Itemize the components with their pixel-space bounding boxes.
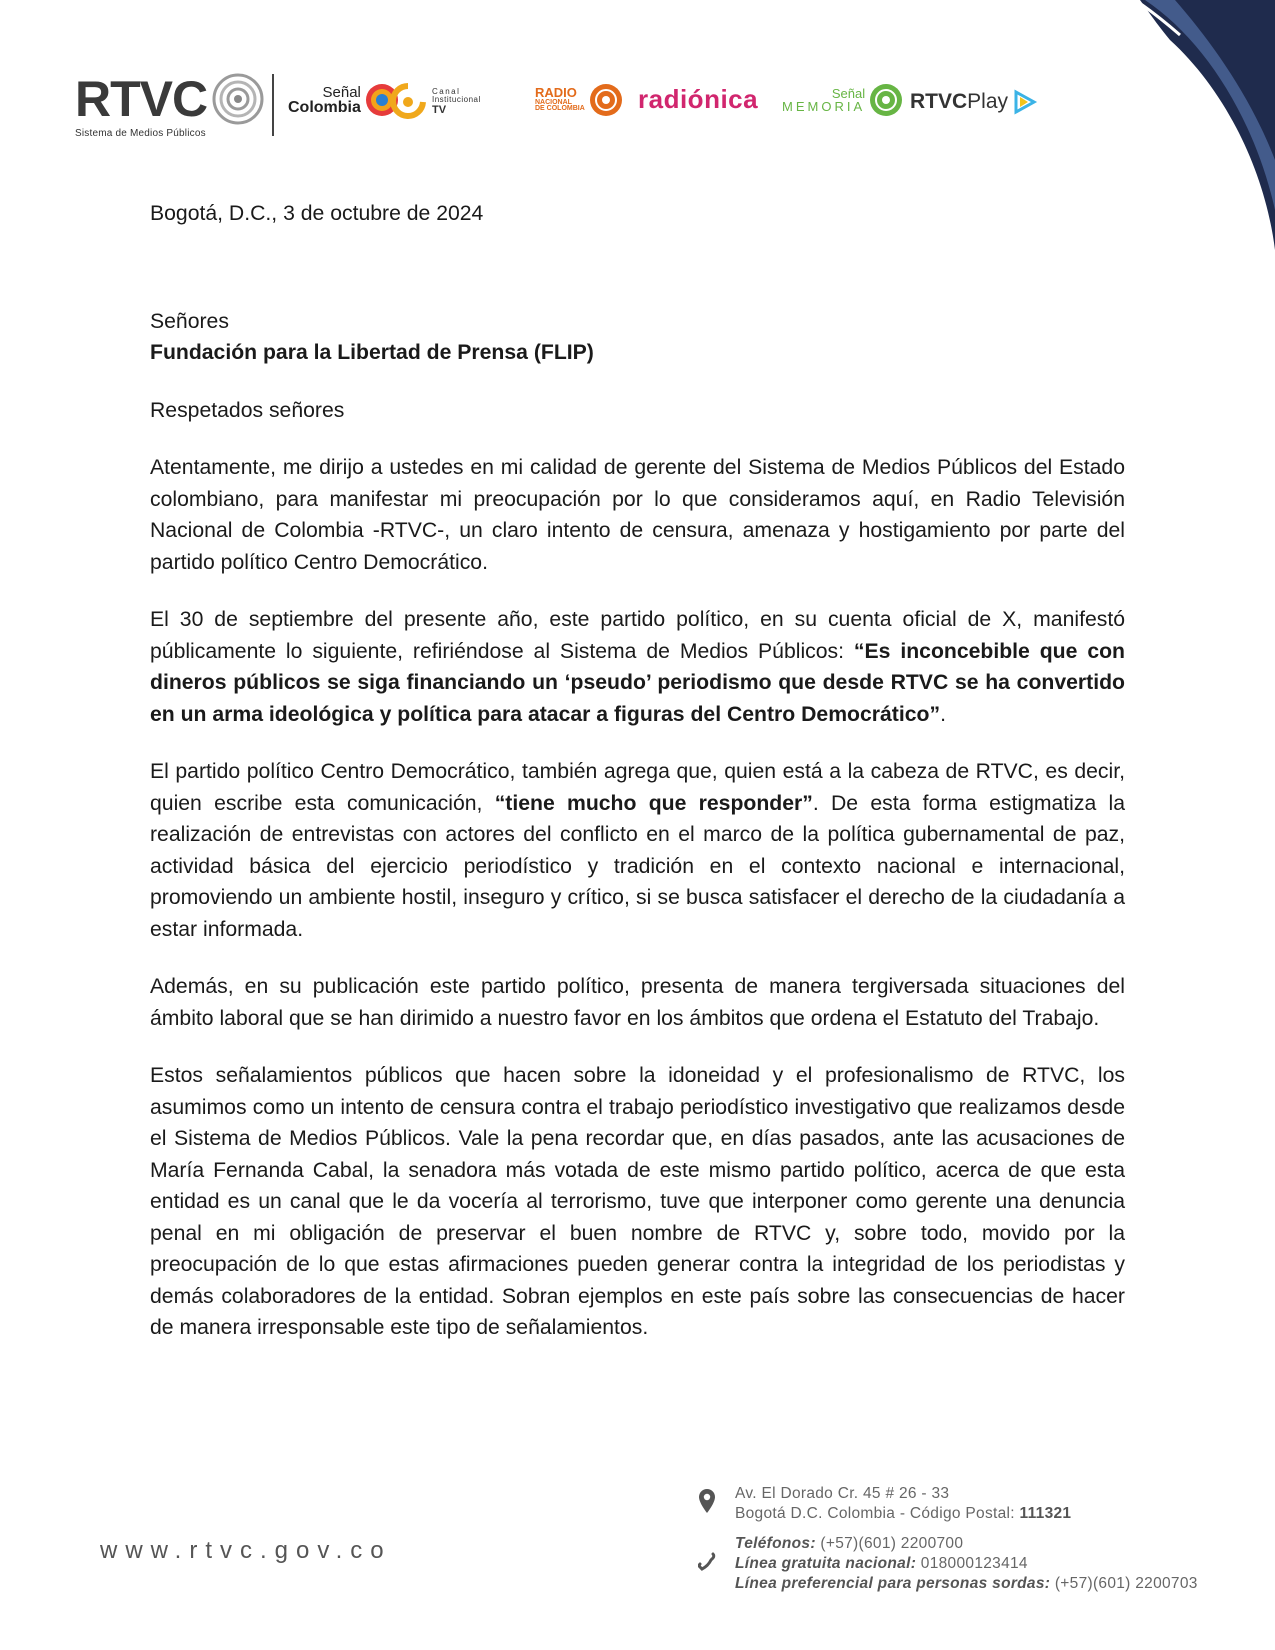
postal-code: 111321 bbox=[1019, 1505, 1072, 1522]
address-line2: Bogotá D.C. Colombia - Código Postal: bbox=[735, 1505, 1020, 1522]
deaf-line-value: (+57)(601) 2200703 bbox=[1050, 1575, 1198, 1592]
canal-institucional-icon bbox=[390, 82, 426, 122]
senal-colombia-logo bbox=[288, 82, 400, 118]
play-triangle-icon bbox=[1010, 88, 1038, 116]
paragraph-3 bbox=[150, 756, 1125, 945]
canal-line1: Canal bbox=[432, 86, 461, 96]
radionica-logo bbox=[638, 84, 758, 115]
radio-line1: RADIO bbox=[535, 85, 577, 101]
radio-nacional-swirl-icon bbox=[588, 82, 624, 118]
radio-nacional-logo bbox=[535, 82, 624, 118]
website-link[interactable]: www.rtvc.gov.co bbox=[100, 1537, 392, 1564]
logo-header bbox=[70, 68, 1070, 138]
footer-phones bbox=[735, 1534, 1198, 1594]
phones-label: Teléfonos: bbox=[735, 1535, 816, 1552]
deaf-line-label: Línea preferencial para personas sordas: bbox=[735, 1575, 1051, 1592]
phones-value: (+57)(601) 2200700 bbox=[815, 1535, 964, 1552]
letter-body bbox=[150, 198, 1125, 1370]
rtvc-logo-text: RTVC bbox=[75, 71, 208, 127]
paragraph-2-start: El 30 de septiembre del presente año, este partido político, en su cuenta oficial de X, manifestó públicamente lo siguiente, refiriéndose al Sistema de Medios Públicos: bbox=[150, 608, 1125, 663]
rtvc-subtitle: Sistema de Medios Públicos bbox=[75, 128, 206, 139]
canal-line3: TV bbox=[432, 103, 447, 116]
radio-line2: NACIONAL bbox=[535, 98, 572, 106]
canal-line2: Institucional bbox=[432, 95, 481, 105]
rtvc-play-bold: RTVC bbox=[910, 90, 968, 113]
recipient-name: Fundación para la Libertad de Prensa (FLIP) bbox=[150, 341, 594, 364]
rtvc-swirl-icon bbox=[211, 72, 265, 126]
rtvc-logo bbox=[75, 72, 265, 139]
memoria-line2: MEMORIA bbox=[782, 99, 866, 114]
toll-free-label: Línea gratuita nacional: bbox=[735, 1555, 917, 1572]
senal-colombia-line2: Colombia bbox=[288, 98, 361, 116]
address-line1: Av. El Dorado Cr. 45 # 26 - 33 bbox=[735, 1485, 950, 1502]
footer-address bbox=[735, 1484, 1071, 1524]
paragraph-3-end: . De esta forma estigmatiza la realización de entrevistas con actores del conflicto en el marco de la política gubernamental de paz, actividad básica del ejercicio periodístico y tradición en el contexto nacional e internacional, promoviendo un ambiente hostil, inseguro y crítico, si se busca satisfacer el derecho de la ciudadanía a estar informada. bbox=[150, 791, 1126, 941]
location-pin-icon bbox=[698, 1488, 716, 1514]
paragraph-1: Atentamente, me dirijo a ustedes en mi calidad de gerente del Sistema de Medios Públicos del Estado colombiano, para manifestar mi preocupación por lo que consideramos aquí, en Radio Televisión Nacional de Colombia -RTVC-, un claro intento de censura, amenaza y hostigamiento por parte del partido político Centro Democrático. bbox=[150, 456, 1125, 574]
greeting: Respetados señores bbox=[150, 398, 345, 422]
senal-memoria-logo bbox=[782, 82, 904, 118]
canal-institucional-logo bbox=[390, 82, 481, 122]
salutation-title: Señores bbox=[150, 309, 229, 333]
toll-free-value: 018000123414 bbox=[916, 1555, 1028, 1572]
paragraph-2-end: . bbox=[940, 702, 946, 726]
paragraph-4: Además, en su publicación este partido político, presenta de manera tergiversada situaciones del ámbito laboral que se han dirimido a nuestro favor en los ámbitos que ordena el Estatuto del Trabajo. bbox=[150, 975, 1125, 1030]
paragraph-3-quote: “tiene mucho que responder” bbox=[494, 791, 813, 815]
paragraph-3-start: El partido político Centro Democrático, también agrega que, quien está a la cabeza de RTVC, es decir, quien escribe esta comunicación, bbox=[150, 760, 1125, 815]
paragraph-5: Estos señalamientos públicos que hacen sobre la idoneidad y el profesionalismo de RTVC, los asumimos como un intento de censura contra el trabajo periodístico investigativo que realizamos desde el Sistema de Medios Públicos. Vale la pena recordar que, en días pasados, ante las acusaciones de María Fernanda Cabal, la senadora más votada de este mismo partido político, acerca de que esta entidad es un canal que le da vocería al terrorismo, tuve que interponer como gerente una denuncia penal en mi obligación de preservar el buen nombre de RTVC y, sobre todo, movido por la preocupación de lo que estas afirmaciones pueden generar contra la integridad de los periodistas y demás colaboradores de la entidad. Sobran ejemplos en este país sobre las consecuencias de hacer de manera irresponsable este tipo de señalamientos. bbox=[150, 1064, 1125, 1339]
paragraph-2 bbox=[150, 604, 1125, 730]
phone-icon bbox=[698, 1552, 716, 1572]
paragraph-2-quote: “Es inconcebible que con dineros públicos se siga financiando un ‘pseudo’ periodismo que desde RTVC se ha convertido en un arma ideológica y política para atacar a figuras del Centro Democrático” bbox=[150, 639, 1125, 726]
senal-colombia-line1: Señal bbox=[322, 83, 361, 101]
header-divider bbox=[272, 74, 274, 136]
radio-line3: DE COLOMBIA bbox=[535, 105, 585, 113]
rtvc-play-light: Play bbox=[967, 90, 1009, 113]
memoria-line1: Señal bbox=[831, 86, 866, 101]
senal-memoria-swirl-icon bbox=[868, 82, 904, 118]
radionica-text: radiónica bbox=[638, 84, 759, 114]
letter-date: Bogotá, D.C., 3 de octubre de 2024 bbox=[150, 202, 484, 225]
rtvc-play-logo bbox=[910, 88, 1038, 116]
